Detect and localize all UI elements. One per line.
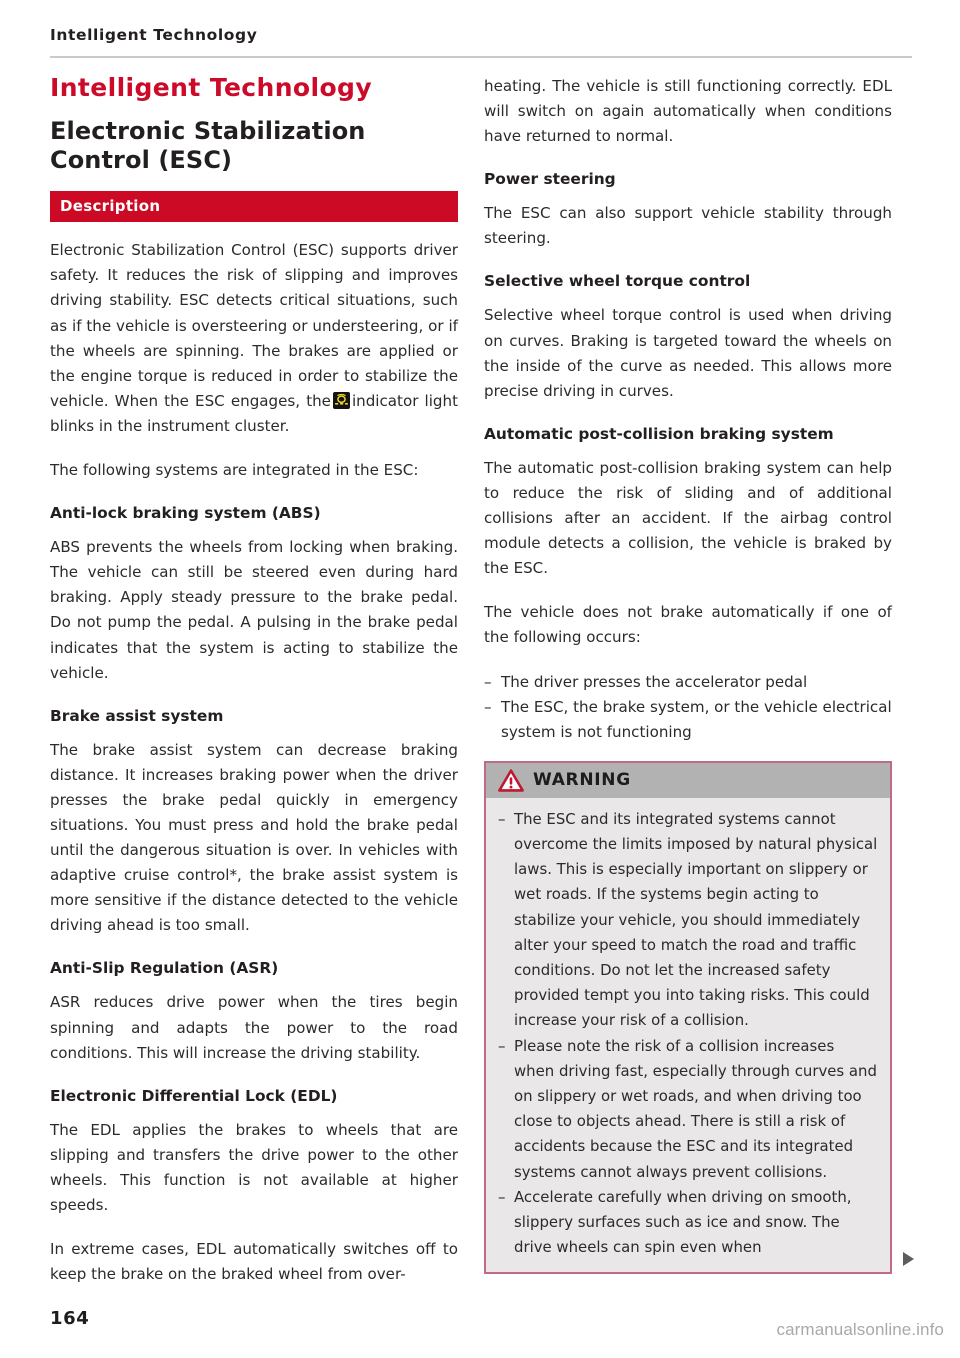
abs-paragraph: ABS prevents the wheels from locking when braking. The vehicle can still be steered even during hard braking. Apply steady pressure to the brake pedal. Do not pump the pedal. A pulsing in the brake pedal indicates that the system is acting to stabilize the vehicle. [50, 538, 458, 682]
power-steering-paragraph: The ESC can also support vehicle stability through steering. [484, 204, 892, 248]
list-item: – The driver presses the accelerator pedal [484, 670, 892, 695]
right-column [484, 74, 892, 1274]
post-collision-braking-paragraph: The automatic post-collision braking system can help to reduce the risk of sliding and of additional collisions after an accident. If the airbag control module detects a collision, the vehicle is braked by the ESC. [484, 458, 892, 578]
warning-box-body [486, 798, 890, 1273]
asr-paragraph: ASR reduces drive power when the tires begin spinning and adapts the power to the road conditions. This will increase the driving stability. [50, 993, 458, 1062]
warning-box-header [486, 763, 890, 798]
list-item: – Please note the risk of a collision increases when driving fast, especially through curves and on slippery or wet roads, and when driving too close to objects ahead. There is still a risk of accidents because the ESC and its integrated systems cannot always prevent collisions. [498, 1034, 878, 1185]
no-auto-brake-intro: The vehicle does not brake automatically if one of the following occurs: [484, 603, 892, 647]
edl-paragraph-1: The EDL applies the brakes to wheels that are slipping and transfers the drive power to the other wheels. This function is not available at higher speeds. [50, 1120, 458, 1214]
continuation-triangle-icon [903, 1252, 914, 1266]
asr-heading: Anti-Slip Regulation (ASR) [50, 959, 279, 978]
warning-list [498, 807, 878, 1261]
description-bar: Description [50, 191, 458, 222]
edl-continuation-paragraph: heating. The vehicle is still functioning correctly. EDL will switch on again automatically when conditions have returned to normal. [484, 77, 892, 146]
list-item: – The ESC and its integrated systems cannot overcome the limits imposed by natural physical laws. This is especially important on slippery or wet roads. If the systems begin acting to stabilize your vehicle, you should immediately alter your speed to match the road and traffic conditions. Do not let the increased safety provided tempt you into taking risks. This could increase your risk of a collision. [498, 807, 878, 1034]
header-divider-rule [50, 56, 912, 58]
warning-box [484, 761, 892, 1275]
power-steering-heading: Power steering [484, 170, 616, 189]
brake-assist-heading: Brake assist system [50, 706, 224, 725]
abs-heading: Anti-lock braking system (ABS) [50, 504, 321, 523]
page-number: 164 [50, 1308, 90, 1329]
brake-assist-paragraph: The brake assist system can decrease braking distance. It increases braking power when the driver presses the brake pedal quickly in emergency situations. You must press and hold the brake pedal until the dangerous situation is over. In vehicles with adaptive cruise control*, the brake assist system is more sensitive if the distance detected to the vehicle driving ahead is too small. [50, 740, 458, 935]
site-watermark: carmanualsonline.info [776, 1320, 944, 1339]
esc-intro-paragraph [50, 238, 458, 439]
warning-title: WARNING [533, 770, 631, 791]
section-title: Electronic Stabilization Control (ESC) [50, 116, 366, 175]
chapter-title: Intelligent Technology [50, 73, 373, 102]
left-column [50, 74, 458, 1287]
running-header-title: Intelligent Technology [50, 26, 258, 44]
esc-intro-text-part1: Electronic Stabilization Control (ESC) supports driver safety. It reduces the risk of slipping and improves driving stability. ESC detects critical situations, such as if the vehicle is oversteering or understeering, or if the wheels are spinning. The brakes are applied or the engine torque is reduced in order to stabilize the vehicle. When the ESC engages, the [50, 241, 458, 410]
esc-intro-text-part2: indicator light blinks in the instrument cluster. [50, 391, 458, 435]
warning-triangle-icon [498, 769, 524, 792]
integrated-systems-line: The following systems are integrated in the ESC: [50, 461, 419, 480]
list-item: – The ESC, the brake system, or the vehicle electrical system is not functioning [484, 695, 892, 745]
post-collision-braking-heading: Automatic post-collision braking system [484, 424, 834, 443]
list-item: – Accelerate carefully when driving on smooth, slippery surfaces such as ice and snow. The drive wheels can spin even when [498, 1185, 878, 1261]
esc-skid-indicator-icon [333, 392, 350, 409]
selective-wheel-torque-heading: Selective wheel torque control [484, 272, 751, 291]
edl-paragraph-2: In extreme cases, EDL automatically switches off to keep the brake on the braked wheel from over- [50, 1240, 458, 1284]
edl-heading: Electronic Differential Lock (EDL) [50, 1086, 338, 1105]
no-auto-brake-list [484, 670, 892, 745]
selective-wheel-torque-paragraph: Selective wheel torque control is used when driving on curves. Braking is targeted toward the wheels on the inside of the curve as needed. This allows more precise driving in curves. [484, 306, 892, 400]
